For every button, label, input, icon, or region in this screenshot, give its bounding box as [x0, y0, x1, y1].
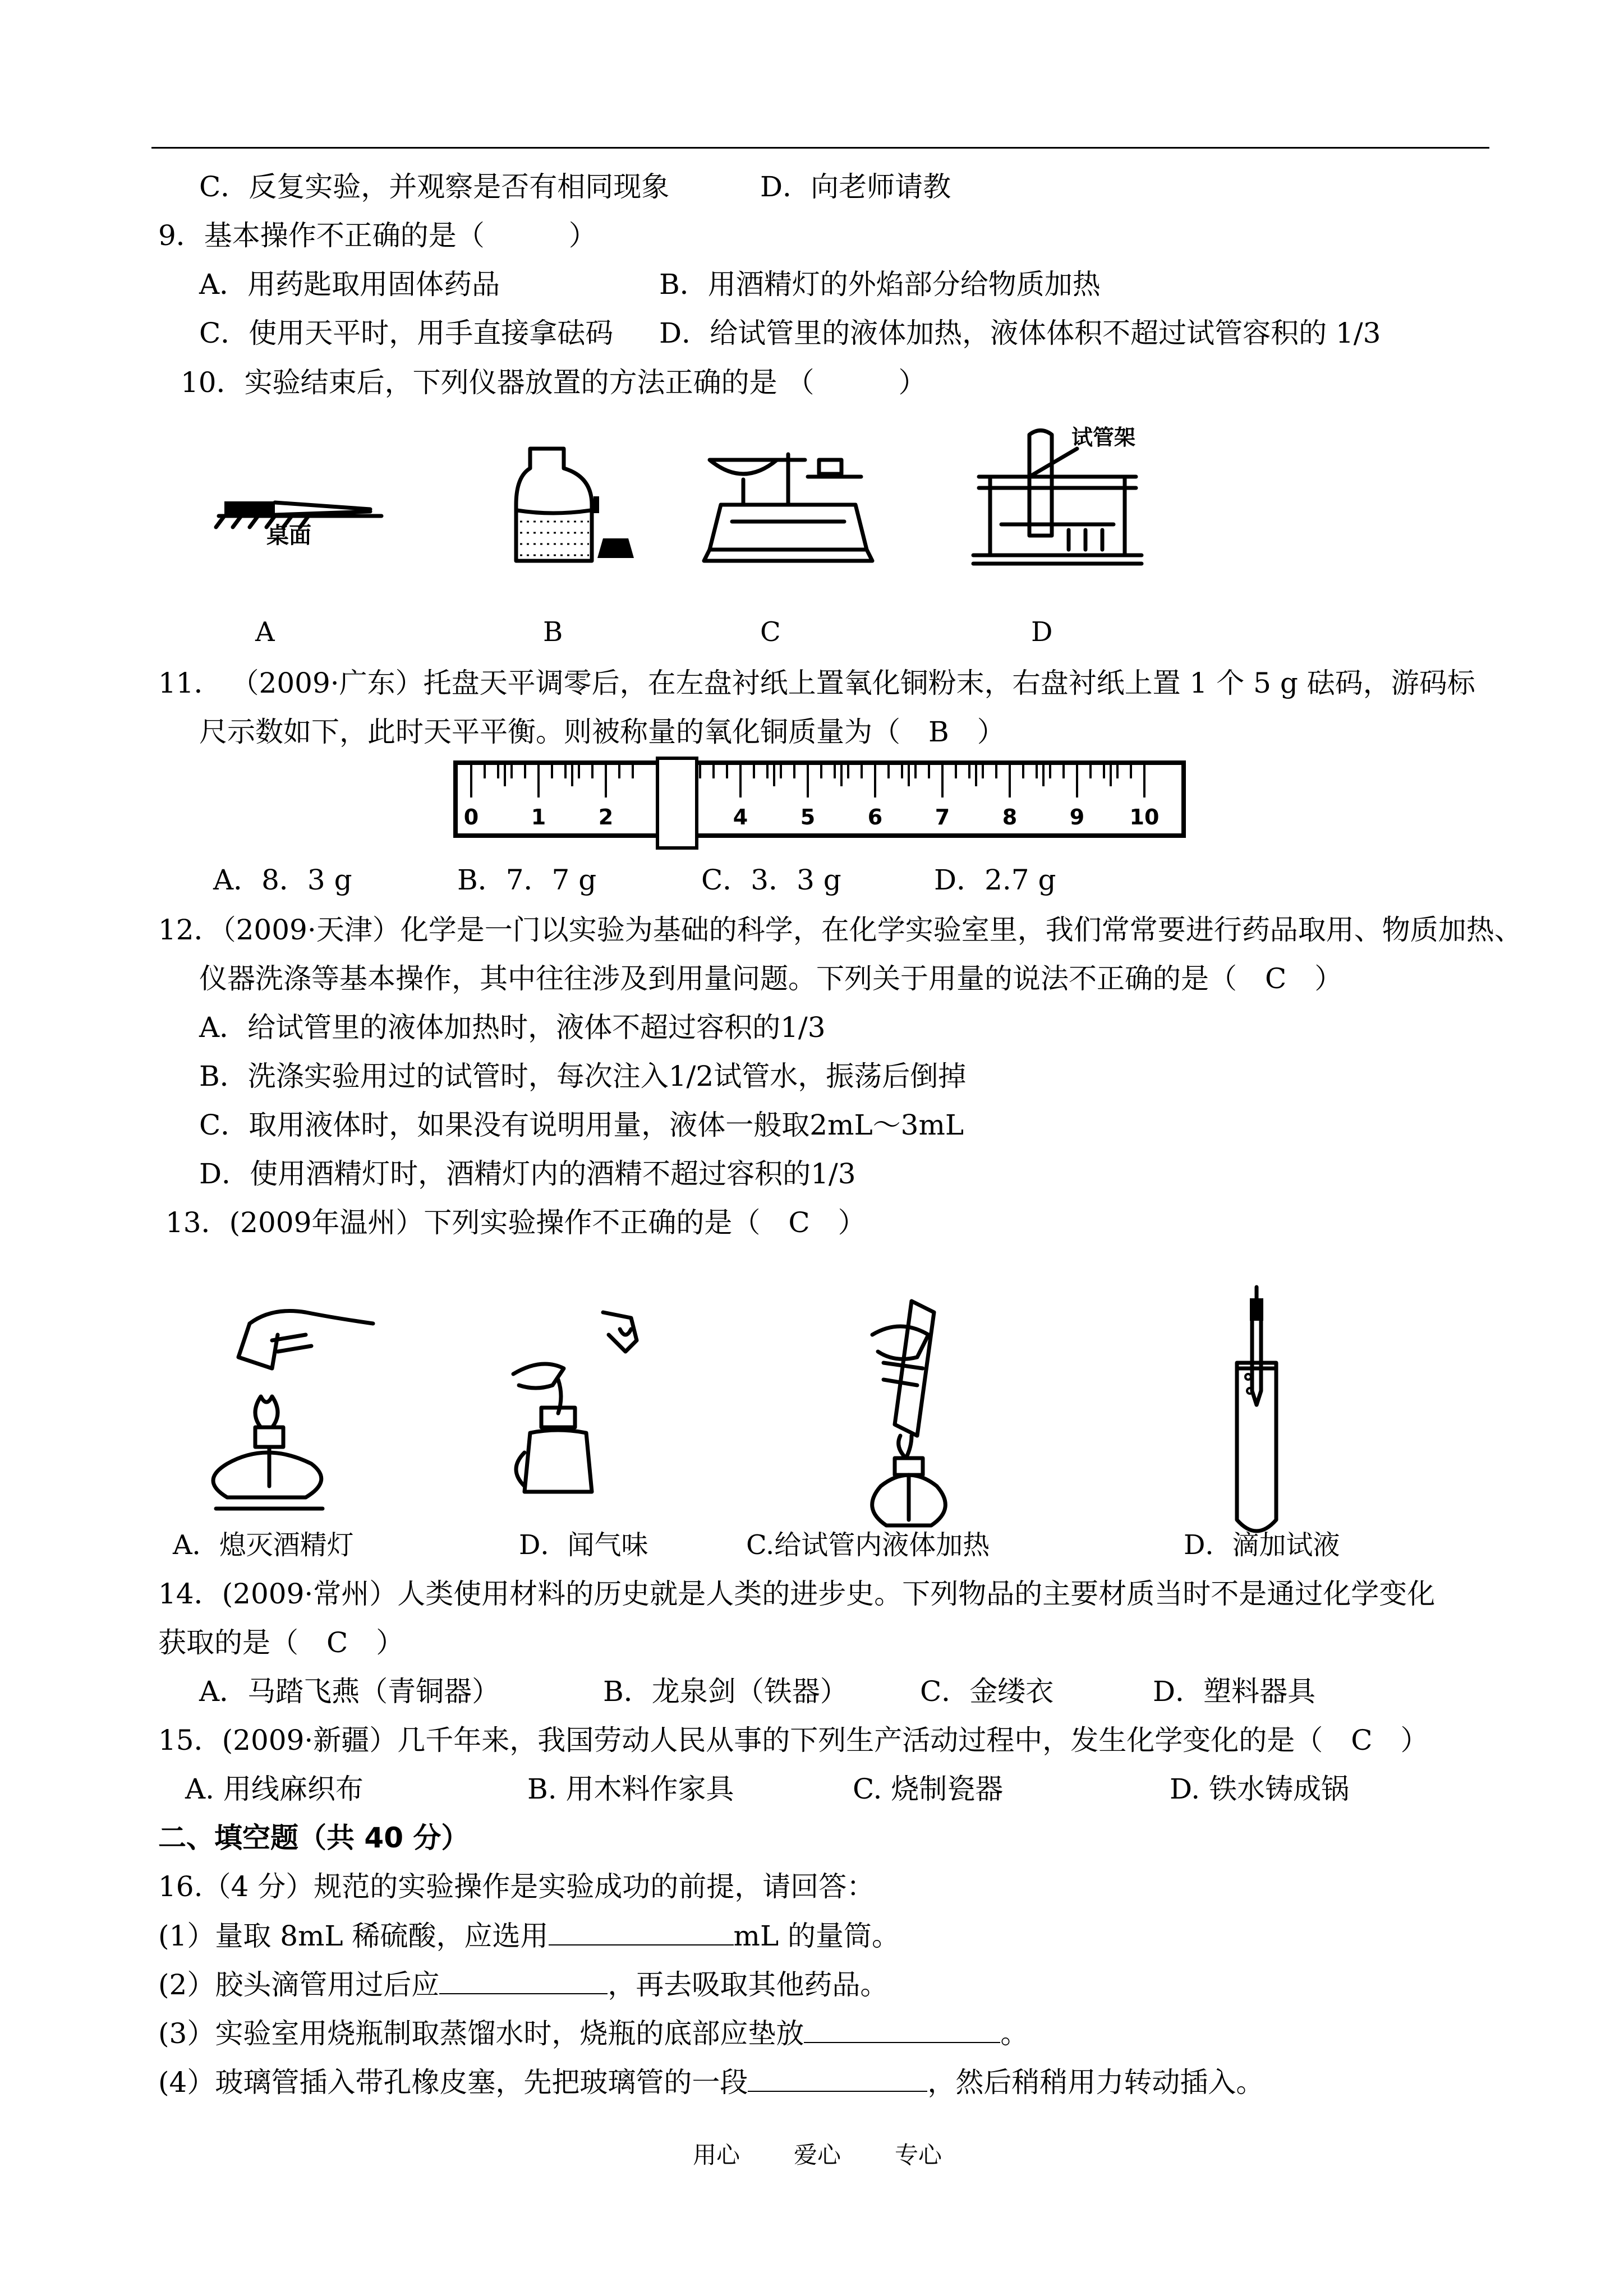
q9-option-d: D．给试管里的液体加热，液体体积不超过试管容积的 1/3: [659, 317, 1381, 349]
q16-part-2: [158, 1967, 888, 2002]
q14-option-b: B．龙泉剑（铁器）: [603, 1675, 848, 1708]
q9-stem: 9．基本操作不正确的是（ ）: [158, 219, 597, 252]
q10-fig-label-a: A: [255, 616, 275, 648]
q12-option-d: D．使用酒精灯时，酒精灯内的酒精不超过容积的1/3: [199, 1158, 856, 1190]
q16-answer-blank-2[interactable]: [439, 1967, 608, 1994]
q13-fig-label-a: A．熄灭酒精灯: [173, 1529, 354, 1561]
q16-part-4-text: (4）玻璃管插入带孔橡皮塞，先把玻璃管的一段: [158, 2066, 748, 2099]
q15-option-c: C. 烧制瓷器: [853, 1773, 1004, 1805]
q11-ruler-tick: 2: [598, 805, 614, 829]
q12-stem-line1: 12．（2009·天津）化学是一门以实验为基础的科学，在化学实验室里，我们常常要进行药品取用、物质加热、: [158, 914, 1522, 946]
q16-part-3-text: (3）实验室用烧瓶制取蒸馏水时，烧瓶的底部应垫放: [158, 2017, 804, 2050]
q12-option-c: C．取用液体时，如果没有说明用量，液体一般取2mL～3mL: [199, 1109, 964, 1141]
q10-figure-d-test-tube-rack: [968, 423, 1147, 572]
q15-option-d: D. 铁水铸成锅: [1170, 1773, 1350, 1805]
q13-fig-label-d: D．滴加试液: [1184, 1529, 1340, 1561]
q11-ruler-tick: 0: [463, 805, 479, 829]
section-title-fill-in: 二、填空题（共 40 分）: [158, 1822, 470, 1854]
q13-fig-label-b: D．闻气味: [519, 1529, 648, 1561]
footer-text-3: 专心: [895, 2141, 942, 2169]
q16-part-4: [158, 2065, 1264, 2099]
q10-stem: 10．实验结束后，下列仪器放置的方法正确的是 （ ）: [181, 366, 927, 399]
q11-stem-line2: 尺示数如下，此时天平平衡。则被称量的氧化铜质量为（ B ）: [199, 716, 1005, 748]
q10-figure-d-rack-label: 试管架: [1071, 425, 1136, 450]
q10-fig-label-c: C: [760, 616, 781, 648]
q13-figure-c-heat-liquid: [850, 1295, 996, 1537]
q13-figure-a-extinguish-lamp: [194, 1301, 384, 1525]
footer-text-2: 爱心: [794, 2141, 841, 2169]
q12-option-b: B．洗涤实验用过的试管时，每次注入1/2试管水，振荡后倒掉: [199, 1060, 967, 1092]
q16-part-3-suffix: 。: [1000, 2017, 1029, 2050]
q11-ruler-tick: 4: [733, 805, 748, 829]
q11-ruler-tick: 7: [935, 805, 950, 829]
q10-figure-a-test-tube-on-desk: [213, 482, 393, 561]
q15-option-a: A. 用线麻织布: [185, 1773, 364, 1805]
q16-part-1: [158, 1919, 900, 1953]
q11-option-c: C．3．3 g: [701, 864, 841, 896]
q9-option-b: B．用酒精灯的外焰部分给物质加热: [659, 268, 1101, 301]
q14-stem-line1: 14．(2009·常州）人类使用材料的历史就是人类的进步史。下列物品的主要材质当时不是通过化学变化: [158, 1578, 1436, 1610]
q13-figure-d-add-drops: [1223, 1284, 1290, 1548]
q11-rider-scale-ruler: [454, 758, 1189, 854]
q8-option-c: C．反复实验，并观察是否有相同现象: [199, 170, 670, 203]
q11-option-a: A．8．3 g: [213, 864, 352, 896]
q16-part-1-suffix: mL 的量筒。: [733, 1920, 900, 1952]
q14-option-d: D．塑料器具: [1153, 1675, 1316, 1708]
q16-part-2-suffix: ，再去吸取其他药品。: [608, 1968, 889, 2001]
q11-ruler-tick: 8: [1002, 805, 1018, 829]
q16-part-4-suffix: ，然后稍稍用力转动插入。: [927, 2066, 1264, 2099]
q13-fig-label-c: C.给试管内液体加热: [746, 1529, 990, 1561]
q11-ruler-tick: 1: [531, 805, 546, 829]
q14-option-a: A．马踏飞燕（青铜器）: [199, 1675, 500, 1708]
q11-ruler-tick: 6: [867, 805, 883, 829]
q16-part-1-text: (1）量取 8mL 稀硫酸，应选用: [158, 1920, 549, 1952]
q14-stem-line2: 获取的是（ C ）: [158, 1626, 404, 1659]
q16-answer-blank-4[interactable]: [748, 2065, 927, 2092]
q11-ruler-tick: 9: [1069, 805, 1085, 829]
q10-fig-label-b: B: [543, 616, 563, 648]
q10-figure-c-balance: [704, 443, 878, 572]
q8-option-d: D．向老师请教: [760, 170, 951, 203]
q11-option-d: D．2.7 g: [934, 864, 1056, 896]
q11-rider: [657, 758, 697, 848]
q11-stem-line1: 11． （2009·广东）托盘天平调零后，在左盘衬纸上置氧化铜粉末，右盘衬纸上置 1 个 5 g 砝码，游码标: [158, 667, 1475, 699]
q12-stem-line2: 仪器洗涤等基本操作，其中往往涉及到用量问题。下列关于用量的说法不正确的是（ C ）: [199, 962, 1343, 995]
header-rule: [151, 147, 1489, 149]
q16-answer-blank-1[interactable]: [549, 1919, 734, 1945]
q10-figure-b-reagent-bottle: [508, 443, 654, 572]
q16-part-3: [158, 2016, 1028, 2050]
q16-part-2-text: (2）胶头滴管用过后应: [158, 1968, 440, 2001]
q12-option-a: A．给试管里的液体加热时，液体不超过容积的1/3: [199, 1011, 826, 1044]
q14-option-c: C．金缕衣: [920, 1675, 1054, 1708]
q13-figure-b-smell-gas: [502, 1307, 648, 1497]
q11-option-b: B．7．7 g: [457, 864, 597, 896]
q10-fig-label-d: D: [1031, 616, 1053, 648]
q13-stem: 13．(2009年温州）下列实验操作不正确的是（ C ）: [165, 1206, 866, 1239]
q10-figure-a-desk-label: 桌面: [266, 523, 311, 548]
footer-text-1: 用心: [693, 2141, 740, 2169]
q11-ruler-tick: 10: [1129, 805, 1160, 829]
q11-ruler-tick: 5: [800, 805, 816, 829]
q15-option-b: B. 用木料作家具: [527, 1773, 734, 1805]
q9-option-c: C．使用天平时，用手直接拿砝码: [199, 317, 614, 349]
q16-answer-blank-3[interactable]: [804, 2016, 1000, 2043]
q9-option-a: A．用药匙取用固体药品: [199, 268, 500, 301]
q15-stem: 15．(2009·新疆）几千年来，我国劳动人民从事的下列生产活动过程中，发生化学变化的是（ C ）: [158, 1724, 1429, 1756]
q16-stem: 16.（4 分）规范的实验操作是实验成功的前提，请回答：: [158, 1870, 875, 1903]
